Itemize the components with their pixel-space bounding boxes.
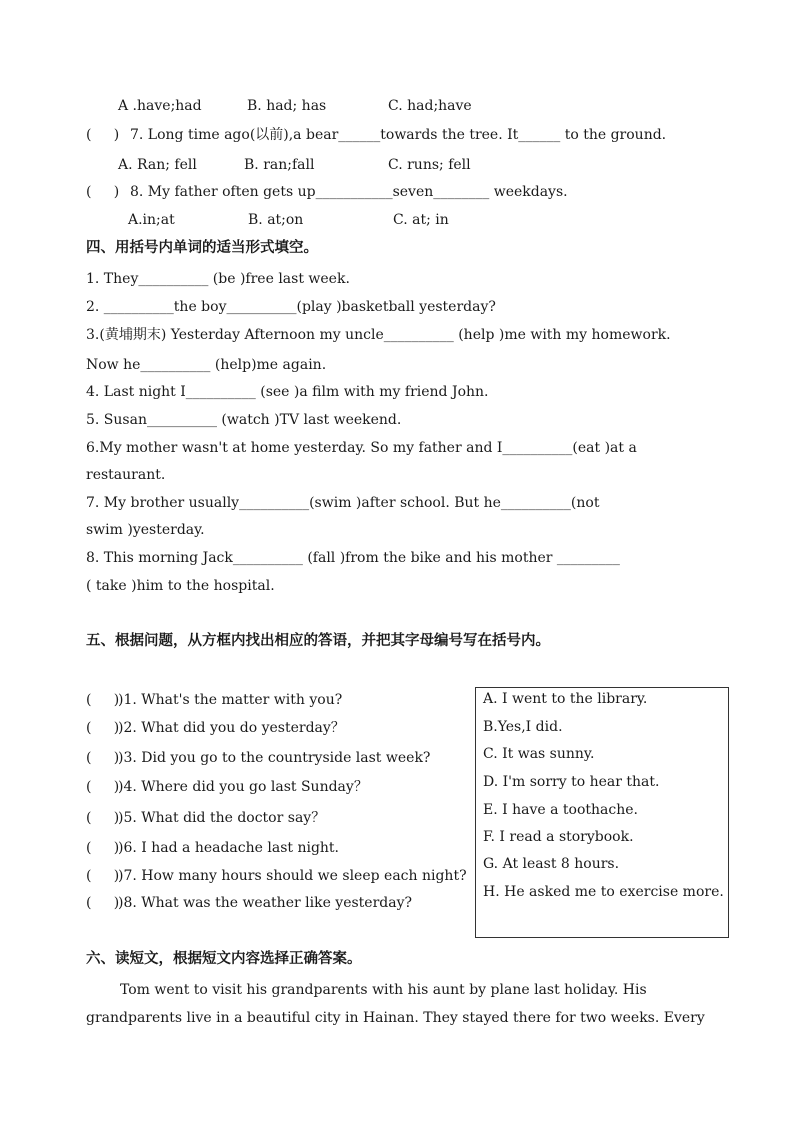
passage-line: Tom went to visit his grandparents with his aunt by plane last holiday. His bbox=[120, 982, 647, 998]
section5-answer-paren[interactable]: ( ) bbox=[86, 692, 120, 708]
answer-option: B.Yes,I did. bbox=[483, 719, 563, 735]
section4-heading: 四、用括号内单词的适当形式填空。 bbox=[86, 240, 318, 256]
answer-option: A. I went to the library. bbox=[483, 691, 648, 707]
section5-question: )6. I had a headache last night. bbox=[118, 840, 340, 856]
q7-option-a: A. Ran; fell bbox=[118, 157, 197, 173]
q8-option-a: A.in;at bbox=[128, 212, 175, 228]
answer-options-box bbox=[475, 687, 729, 938]
section5-heading: 五、根据问题，从方框内找出相应的答语，并把其字母编号写在括号内。 bbox=[86, 633, 550, 649]
section4-line: 1. They__________ (be )free last week. bbox=[86, 271, 350, 287]
section4-line: 8. This morning Jack__________ (fall )from the bike and his mother _________ bbox=[86, 550, 620, 566]
section5-question: )5. What did the doctor say？ bbox=[118, 810, 326, 826]
q6-option-a: A .have;had bbox=[118, 98, 202, 114]
answer-option: H. He asked me to exercise more. bbox=[483, 884, 724, 900]
section6-heading: 六、读短文，根据短文内容选择正确答案。 bbox=[86, 951, 362, 967]
section5-answer-paren[interactable]: ( ) bbox=[86, 840, 120, 856]
section5-answer-paren[interactable]: ( ) bbox=[86, 895, 120, 911]
section4-line: restaurant. bbox=[86, 467, 166, 483]
section4-line: ( take )him to the hospital. bbox=[86, 578, 275, 594]
answer-option: E. I have a toothache. bbox=[483, 802, 638, 818]
answer-option: D. I'm sorry to hear that. bbox=[483, 774, 660, 790]
section5-question: )2. What did you do yesterday？ bbox=[118, 720, 345, 736]
answer-option: C. It was sunny. bbox=[483, 746, 595, 762]
q7-answer-paren[interactable]: ( ) bbox=[86, 127, 120, 143]
section4-line: 4. Last night I__________ (see )a film with my friend John. bbox=[86, 384, 489, 400]
section4-line: 2. __________the boy__________(play )basketball yesterday? bbox=[86, 299, 496, 315]
q7-question: 7. Long time ago(以前),a bear______towards the tree. It______ to the ground. bbox=[130, 127, 667, 143]
q6-option-b: B. had; has bbox=[247, 98, 327, 114]
section4-line: 6.My mother wasn't at home yesterday. So my father and I__________(eat )at a bbox=[86, 440, 637, 456]
section4-line: 7. My brother usually__________(swim )after school. But he__________(not bbox=[86, 495, 600, 511]
section5-answer-paren[interactable]: ( ) bbox=[86, 779, 120, 795]
section5-question: )3. Did you go to the countryside last week? bbox=[118, 750, 431, 766]
section5-question: )7. How many hours should we sleep each night? bbox=[118, 868, 467, 884]
section5-question: )8. What was the weather like yesterday? bbox=[118, 895, 413, 911]
section5-answer-paren[interactable]: ( ) bbox=[86, 720, 120, 736]
section4-line: Now he__________ (help)me again. bbox=[86, 357, 327, 373]
section5-answer-paren[interactable]: ( ) bbox=[86, 750, 120, 766]
q8-question: 8. My father often gets up___________seven________ weekdays. bbox=[130, 184, 568, 200]
answer-option: G. At least 8 hours. bbox=[483, 856, 620, 872]
q7-option-c: C. runs; fell bbox=[388, 157, 471, 173]
section4-line: 5. Susan__________ (watch )TV last weekend. bbox=[86, 412, 402, 428]
section5-answer-paren[interactable]: ( ) bbox=[86, 868, 120, 884]
q7-option-b: B. ran;fall bbox=[244, 157, 315, 173]
q8-option-b: B. at;on bbox=[248, 212, 304, 228]
q8-answer-paren[interactable]: ( ) bbox=[86, 184, 120, 200]
section5-answer-paren[interactable]: ( ) bbox=[86, 810, 120, 826]
section4-line: swim )yesterday. bbox=[86, 522, 205, 538]
passage-line: grandparents live in a beautiful city in Hainan. They stayed there for two weeks. Every bbox=[86, 1010, 705, 1026]
q8-option-c: C. at; in bbox=[393, 212, 449, 228]
section5-question: )1. What's the matter with you? bbox=[118, 692, 343, 708]
answer-option: F. I read a storybook. bbox=[483, 829, 634, 845]
section4-line: 3.(黄埔期末) Yesterday Afternoon my uncle__________ (help )me with my homework. bbox=[86, 327, 671, 343]
section5-question: )4. Where did you go last Sunday？ bbox=[118, 779, 368, 795]
q6-option-c: C. had;have bbox=[388, 98, 472, 114]
